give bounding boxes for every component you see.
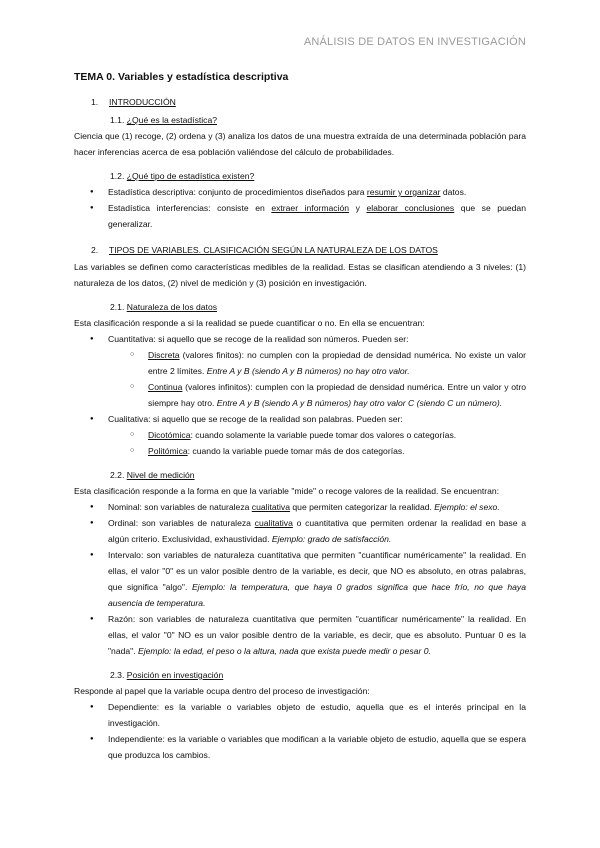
section-2-3-title: Posición en investigación — [126, 670, 224, 680]
section-2-3-number: 2.3. — [110, 670, 125, 680]
bullet-cuantitativa: ● Cuantitativa: si aquello que se recoge de la realidad son números. Pueden ser: — [74, 331, 526, 347]
section-1-heading — [74, 94, 526, 110]
section-1-1-number: 1.1. — [110, 115, 125, 125]
bullet-intervalo: ● Intervalo: son variables de naturaleza cuantitativa que permiten "cuantificar numéricamente" la realidad. En ellas, el valor "0" es un valor posible dentro de la variable, es decir, que NO es absoluto, en otras palabras, que significa "algo". Ejemplo: la temperatura, que haya 0 grados significa que hace frío, no que haya ausencia de temperatura. — [74, 547, 526, 611]
section-2-2-heading — [74, 467, 526, 483]
section-1-number: 1. — [91, 97, 99, 107]
bullet-cualitativa: ● Cualitativa: si aquello que se recoge de la realidad son palabras. Pueden ser: — [74, 411, 526, 427]
section-2-1-heading — [74, 299, 526, 315]
paragraph-nivel-medicion: Esta clasificación responde a la forma en que la variable "mide" o recoge valores de la realidad. Se encuentran: — [74, 486, 500, 496]
bullet-ordinal: ● Ordinal: son variables de naturaleza cualitativa o cuantitativa que permiten ordenar la realidad en base a algún criterio. Exclusividad, exhaustividad. Ejemplo: grado de satisfacción. — [74, 515, 526, 547]
section-1-1-heading — [74, 112, 526, 128]
bullet-inferencial: ● Estadística interferencias: consiste en extraer información y elaborar conclusiones que se puedan generalizar. — [74, 200, 526, 232]
subbullet-dicotomica: ○ Dicotómica: cuando solamente la variable puede tomar dos valores o categorías. — [74, 427, 526, 443]
bullet-dependiente: ● Dependiente: es la variable o variables objeto de estudio, aquella que es el interés principal en la investigación. — [74, 699, 526, 731]
paragraph-variables-intro: Las variables se definen como características medibles de la realidad. Estas se clasifican atendiendo a 3 niveles: (1) naturaleza de los datos, (2) nivel de medición y (3) posición en investigación. — [74, 262, 526, 288]
paragraph-definition: Ciencia que (1) recoge, (2) ordena y (3) analiza los datos de una muestra extraída de una determinada población para hacer inferencias acerca de esa población valiéndose del cálculo de probabilidades. — [74, 131, 526, 157]
section-2-title: TIPOS DE VARIABLES. CLASIFICACIÓN SEGÚN LA NATURALEZA DE LOS DATOS — [109, 245, 438, 255]
running-header: ANÁLISIS DE DATOS EN INVESTIGACIÓN — [303, 36, 526, 48]
section-1-title: INTRODUCCIÓN — [109, 97, 176, 107]
section-1-2-title: ¿Qué tipo de estadística existen? — [126, 171, 255, 181]
subbullet-politomica: ○ Politómica: cuando la variable puede tomar más de dos categorías. — [74, 443, 526, 459]
bullet-nominal: ● Nominal: son variables de naturaleza cualitativa que permiten categorizar la realidad. Ejemplo: el sexo. — [74, 499, 526, 515]
section-2-3-heading — [74, 667, 526, 683]
bullet-razon: ● Razón: son variables de naturaleza cuantitativa que permiten "cuantificar numéricamente" la realidad. En ellas, el valor "0" NO es un valor posible dentro de la variable, es decir, que es absoluto. Puntuar 0 es la "nada". Ejemplo: la edad, el peso o la altura, nada que exista puede medir o pesar 0. — [74, 611, 526, 659]
paragraph-posicion: Responde al papel que la variable ocupa dentro del proceso de investigación: — [74, 686, 370, 696]
section-1-1-title: ¿Qué es la estadística? — [126, 115, 218, 125]
section-2-heading — [74, 242, 526, 258]
subbullet-discreta: ○ Discreta (valores finitos): no cumplen con la propiedad de densidad numérica. No existe un valor entre 2 límites. Entre A y B (siendo A y B números) no hay otro valor. — [74, 347, 526, 379]
section-2-number: 2. — [91, 245, 99, 255]
document-body — [74, 70, 526, 763]
bullet-independiente: ● Independiente: es la variable o variables que modifican a la variable objeto de estudio, aquella que se espera que produzca los cambios. — [74, 731, 526, 763]
bullet-descriptiva: ● Estadística descriptiva: conjunto de procedimientos diseñados para resumir y organizar datos. — [74, 184, 526, 200]
section-2-1-number: 2.1. — [110, 302, 125, 312]
section-1-2-heading — [74, 168, 526, 184]
section-2-1-title: Naturaleza de los datos — [126, 302, 218, 312]
document-title: TEMA 0. Variables y estadística descriptiva — [74, 71, 289, 83]
section-2-2-number: 2.2. — [110, 470, 125, 480]
section-1-2-number: 1.2. — [110, 171, 125, 181]
paragraph-naturaleza: Esta clasificación responde a si la realidad se puede cuantificar o no. En ella se encuentran: — [74, 318, 425, 328]
subbullet-continua: ○ Continua (valores infinitos): cumplen con la propiedad de densidad numérica. Entre un valor y otro siempre hay otro. Entre A y B (siendo A y B números) hay otro valor C (siendo C un número). — [74, 379, 526, 411]
section-2-2-title: Nivel de medición — [126, 470, 195, 480]
